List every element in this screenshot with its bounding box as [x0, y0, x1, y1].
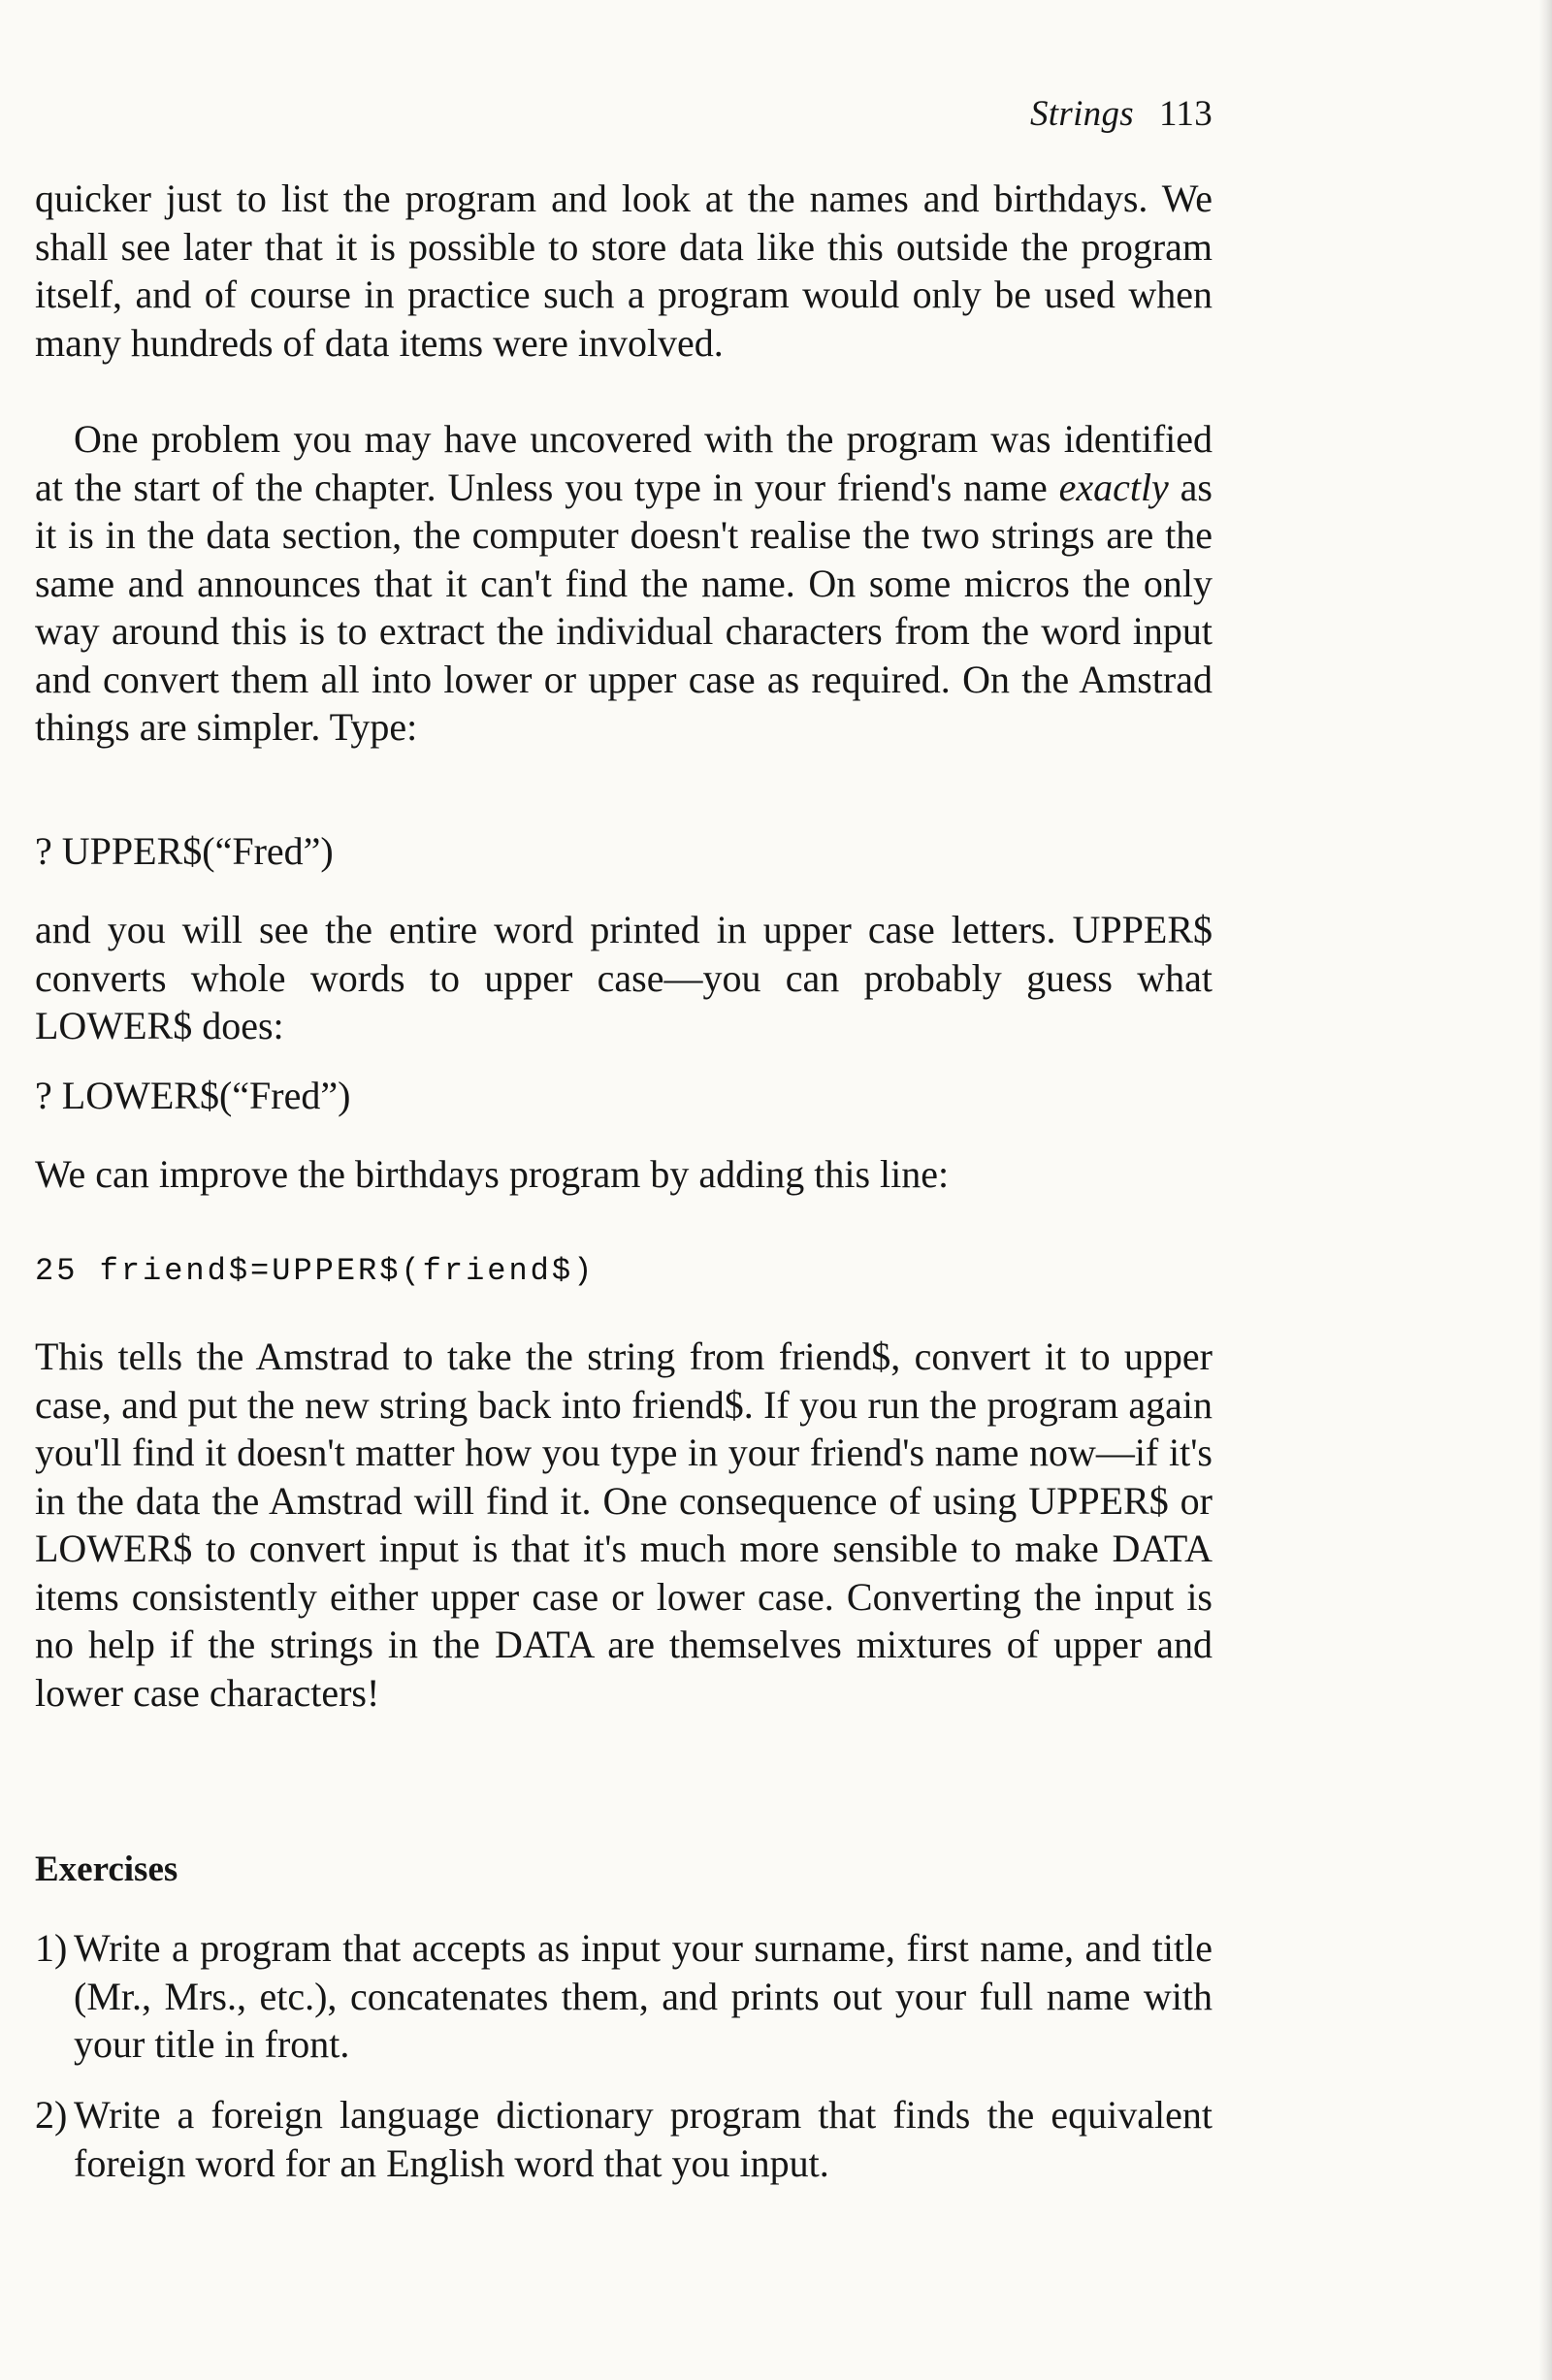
paragraph-1 [35, 175, 1212, 367]
paragraph-3 [35, 906, 1212, 1050]
exercise-text: Write a program that accepts as input your surname, first name, and title (Mr., Mrs., etc.), concatenates them, and prints out your full name with your title in front. [74, 1926, 1212, 2066]
exercise-item [35, 2091, 1212, 2187]
running-head-title: Strings [1030, 94, 1134, 134]
paragraph-2 [35, 415, 1212, 752]
paragraph-2-part-a: One problem you may have uncovered with the program was identified at the start of the chapter. Unless you type in your friend's name [35, 417, 1212, 509]
paragraph-2-part-b: as it is in the data section, the computer doesn't realise the two strings are the same and announces that it can't find the name. On some micros the only way around this is to extract the individual characters from the word input and convert them all into lower or upper case as required. On the Amstrad things are simpler. Type: [35, 465, 1212, 749]
paragraph-2-text [35, 415, 1212, 752]
exercises-heading: Exercises [35, 1849, 178, 1889]
page-edge-shadow [1538, 0, 1552, 2380]
paragraph-3-text: and you will see the entire word printed in upper case letters. UPPER$ converts whole words to upper case—you can probably guess what LOWER$ does: [35, 908, 1212, 1047]
exercise-number: 2) [35, 2093, 68, 2137]
exercise-item [35, 1924, 1212, 2069]
exercise-number: 1) [35, 1926, 68, 1970]
exercise-text: Write a foreign language dictionary program that finds the equivalent foreign word for an English word that you input. [74, 2093, 1212, 2185]
running-head [1030, 93, 1212, 135]
code-example-upper: ? UPPER$(“Fred”) [35, 829, 334, 873]
paragraph-5 [35, 1333, 1212, 1717]
page-number: 113 [1158, 94, 1212, 134]
paragraph-1-text: quicker just to list the program and look at the names and birthdays. We shall see later that it is possible to store data like this outside the program itself, and of course in practice such a program would only be used when many hundreds of data items were involved. [35, 177, 1212, 365]
program-listing-line: 25 friend$=UPPER$(friend$) [35, 1253, 596, 1289]
paragraph-2-emphasis: exactly [1058, 465, 1169, 509]
paragraph-4 [35, 1150, 1212, 1199]
paragraph-4-text: We can improve the birthdays program by adding this line: [35, 1152, 950, 1196]
paragraph-5-text: This tells the Amstrad to take the string from friend$, convert it to upper case, and put the new string back into friend$. If you run the program again you'll find it doesn't matter how you type in your friend's name now—if it's in the data the Amstrad will find it. One consequence of using UPPER$ or LOWER$ to convert input is that it's much more sensible to make DATA items consistently either upper case or lower case. Converting the input is no help if the strings in the DATA are themselves mixtures of upper and lower case characters! [35, 1335, 1212, 1715]
code-example-lower: ? LOWER$(“Fred”) [35, 1074, 351, 1117]
